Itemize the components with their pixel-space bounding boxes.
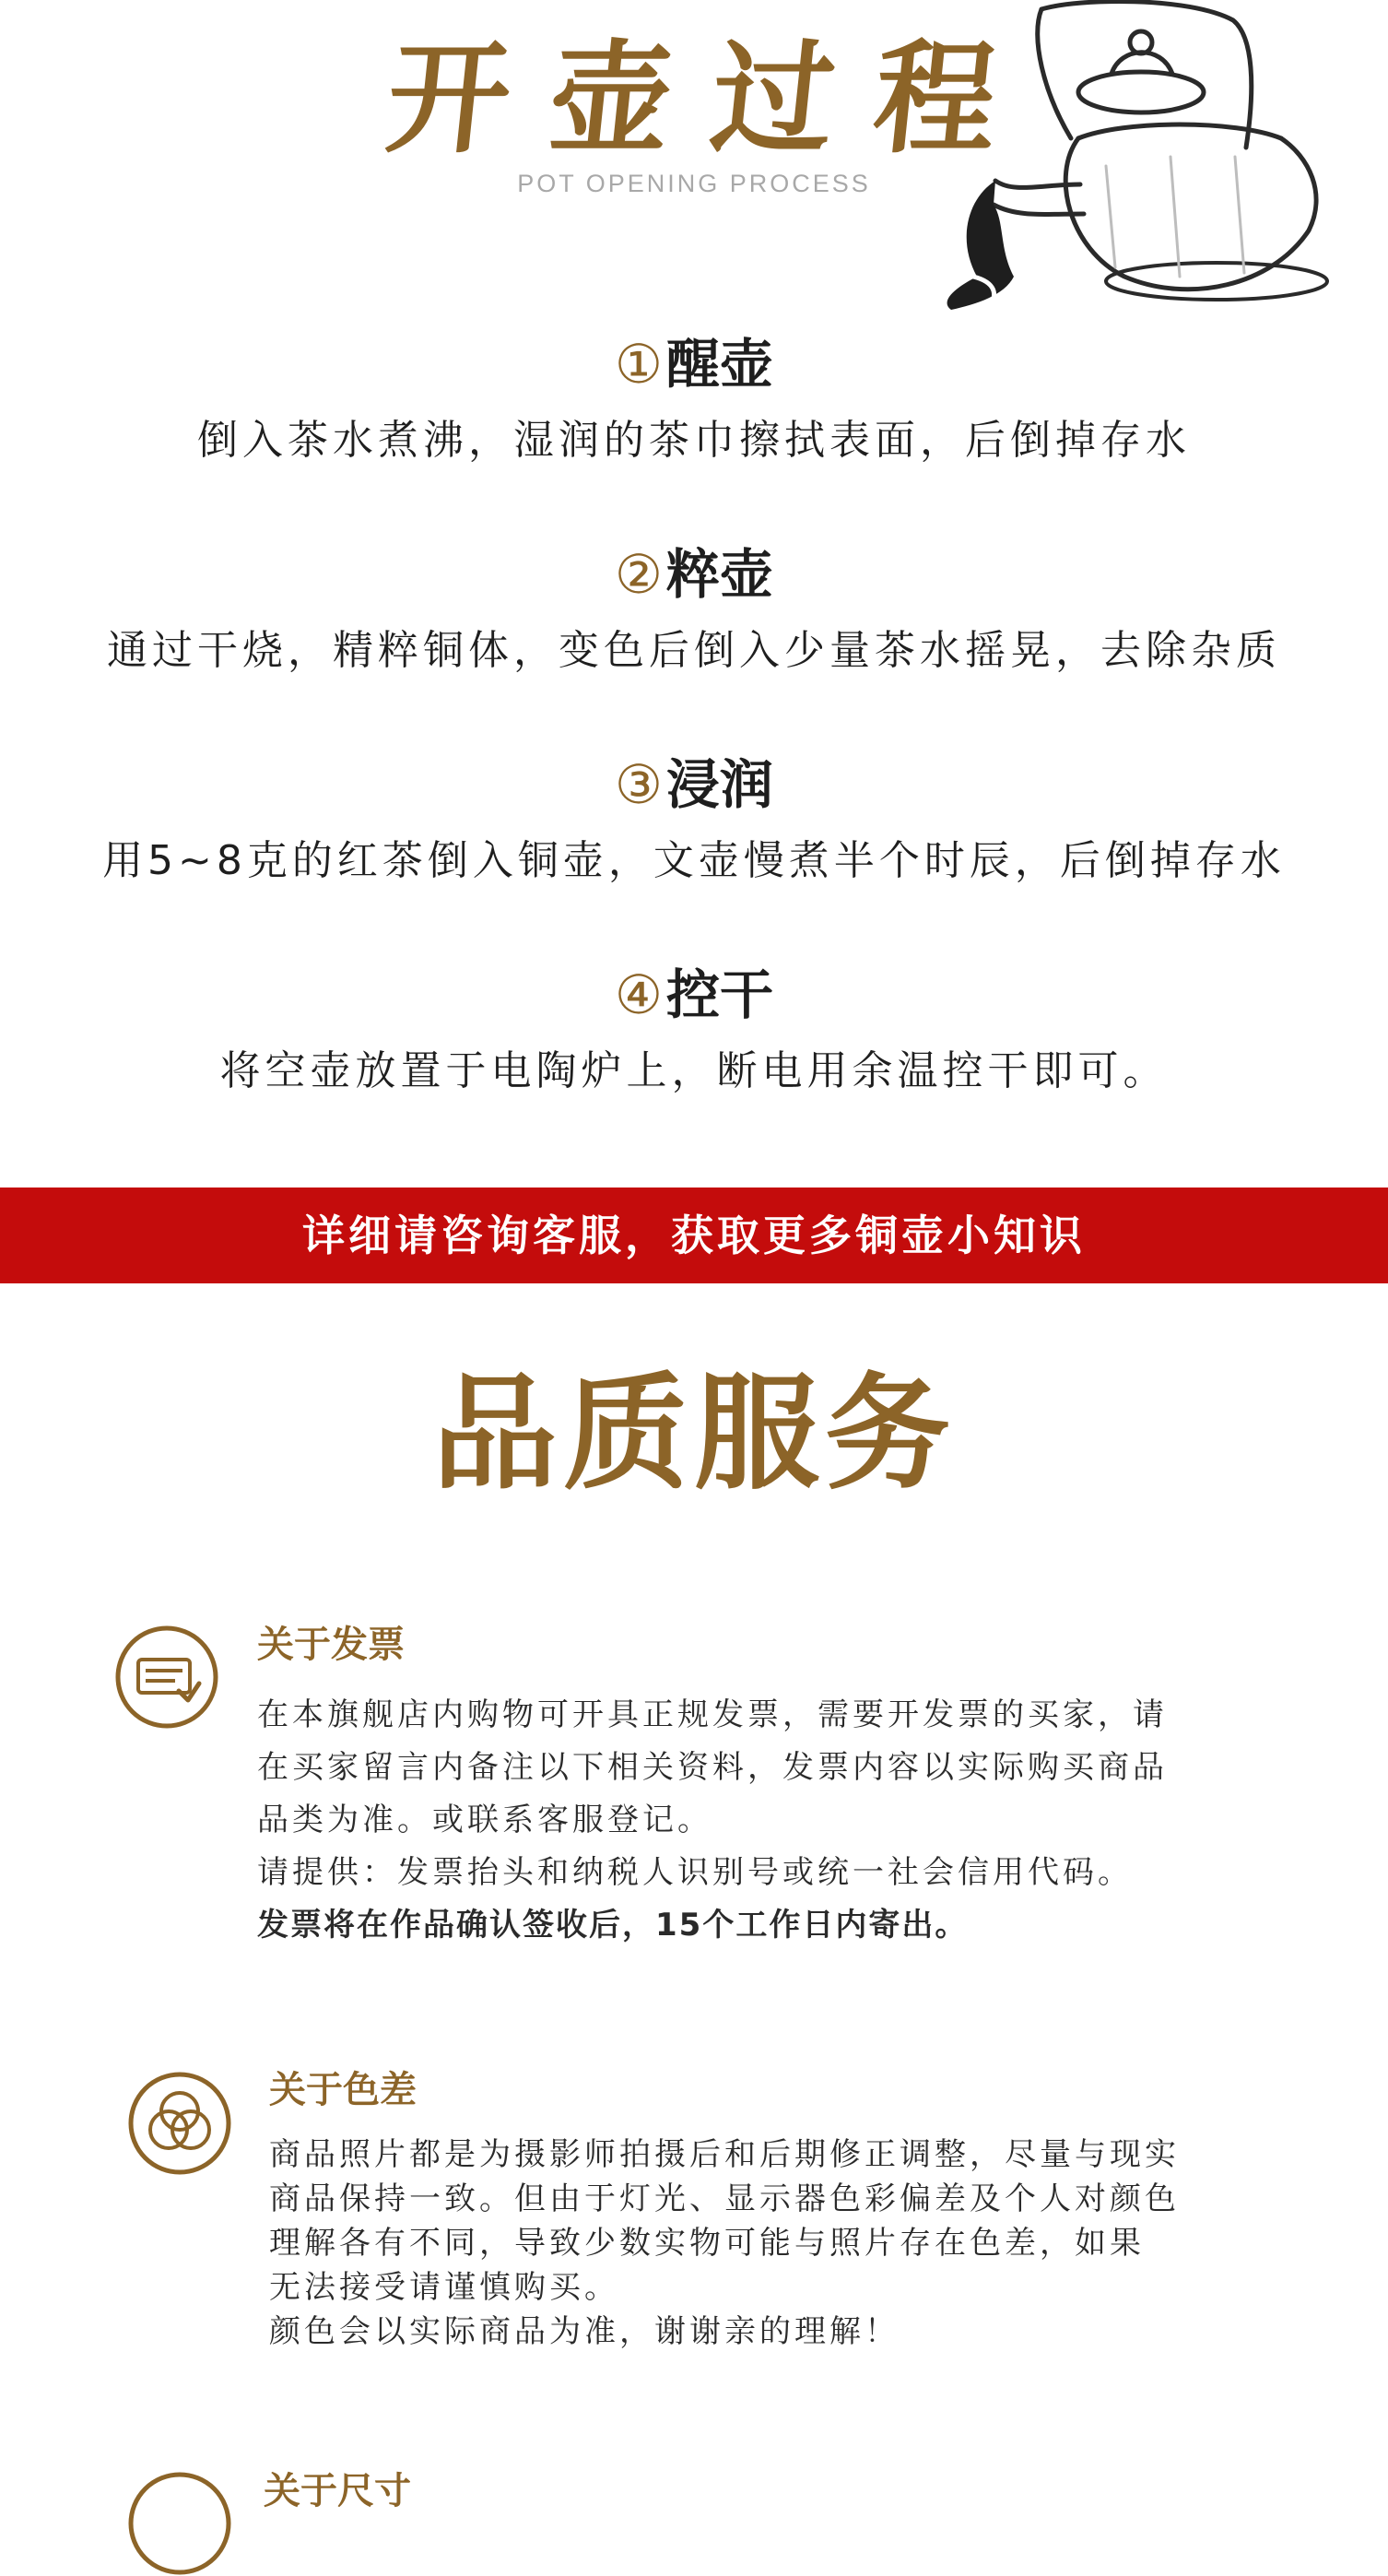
invoice-text-line: 在本旗舰店内购物可开具正规发票，需要开发票的买家，请 (257, 1696, 1168, 1733)
invoice-text-line: 在买家留言内备注以下相关资料，发票内容以实际购买商品 (257, 1749, 1168, 1786)
color-difference-text-line: 颜色会以实际商品为准，谢谢亲的理解！ (269, 2313, 900, 2350)
page-subtitle: POT OPENING PROCESS (517, 170, 871, 197)
step-4-number: ④ (614, 963, 663, 1026)
page-title: 开壶过程 (380, 28, 1045, 171)
step-3-description: 用5~8克的红茶倒入铜壶，文壶慢煮半个时辰，后倒掉存水 (102, 837, 1286, 884)
step-4-description: 将空壶放置于电陶炉上，断电用余温控干即可。 (219, 1047, 1169, 1094)
invoice-shipping-note: 发票将在作品确认签收后，15个工作日内寄出。 (257, 1907, 969, 1944)
step-3-label: 浸润 (665, 753, 773, 816)
quality-service-title: 品质服务 (432, 1362, 956, 1507)
invoice-text-line: 请提供：发票抬头和纳税人识别号或统一社会信用代码。 (257, 1854, 1133, 1891)
step-1-title (0, 333, 1388, 396)
color-difference-text-line: 理解各有不同，导致少数实物可能与照片存在色差，如果 (269, 2225, 1145, 2262)
customer-service-banner: 详细请咨询客服，获取更多铜壶小知识 (0, 1188, 1388, 1283)
step-1-description: 倒入茶水煮沸，湿润的茶巾擦拭表面，后倒掉存水 (197, 417, 1191, 464)
step-2-label: 粹壶 (665, 543, 773, 606)
step-2-number: ② (614, 543, 663, 606)
color-difference-text (269, 2133, 1311, 2354)
size-icon (127, 2471, 232, 2576)
color-difference-text-line: 商品照片都是为摄影师拍摄后和后期修正调整，尽量与现实 (269, 2136, 1180, 2173)
step-1-number: ① (614, 333, 663, 396)
kettle-illustration (940, 0, 1346, 313)
step-2-title (0, 543, 1388, 606)
invoice-heading: 关于发票 (257, 1624, 405, 1666)
color-difference-heading: 关于色差 (269, 2069, 417, 2111)
step-3-number: ③ (614, 753, 663, 816)
color-difference-text-line: 无法接受请谨慎购买。 (269, 2269, 619, 2306)
invoice-text (257, 1689, 1299, 1952)
invoice-icon (114, 1625, 219, 1730)
color-difference-text-line: 商品保持一致。但由于灯光、显示器色彩偏差及个人对颜色 (269, 2180, 1180, 2217)
step-1-label: 醒壶 (665, 333, 773, 396)
step-4-label: 控干 (665, 963, 773, 1026)
size-heading: 关于尺寸 (264, 2470, 411, 2512)
step-3-title (0, 753, 1388, 816)
step-4-title (0, 963, 1388, 1026)
step-2-description: 通过干烧，精粹铜体，变色后倒入少量茶水摇晃，去除杂质 (107, 627, 1281, 674)
invoice-text-line: 品类为准。或联系客服登记。 (257, 1802, 712, 1838)
color-circles-icon (127, 2071, 232, 2176)
